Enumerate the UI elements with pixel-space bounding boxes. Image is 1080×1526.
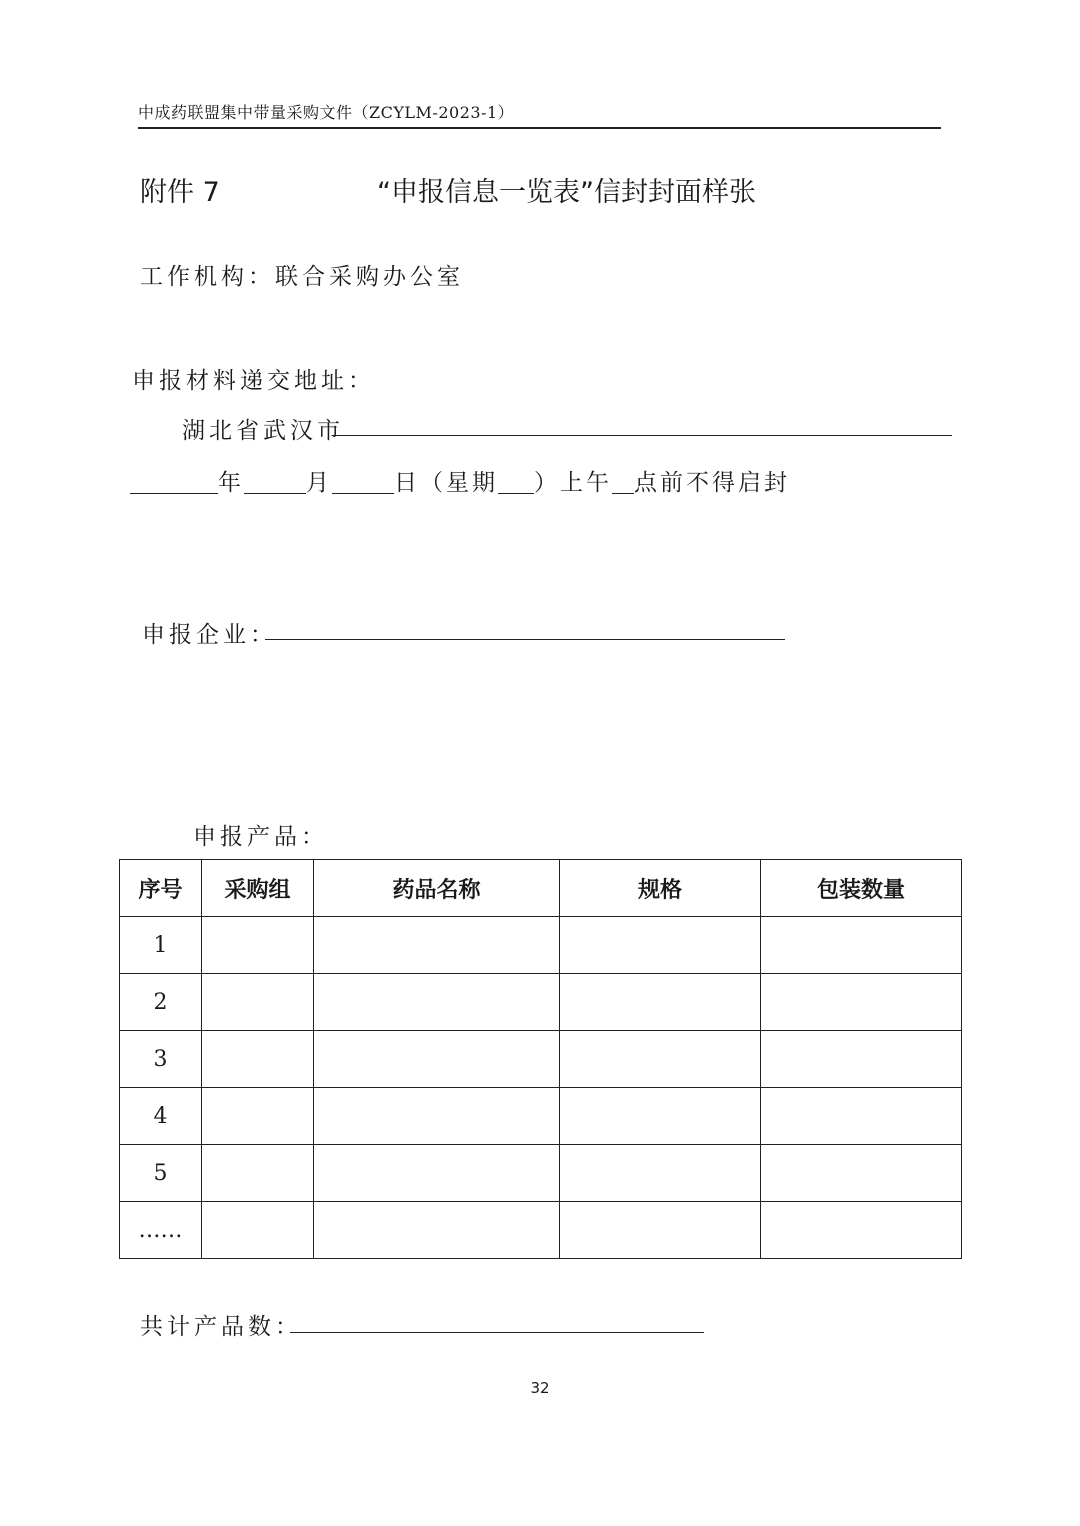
seal-notice: 点前不得启封 — [634, 470, 790, 496]
address-blank-line[interactable] — [332, 435, 952, 436]
cell-group[interactable] — [202, 974, 314, 1031]
cell-pack-qty[interactable] — [761, 974, 962, 1031]
row-index: …… — [120, 1202, 202, 1259]
deadline-line — [130, 464, 790, 497]
cell-group[interactable] — [202, 1202, 314, 1259]
table-row — [120, 917, 962, 974]
products-label: 申报产品： — [193, 824, 328, 850]
year-blank[interactable] — [130, 471, 218, 494]
cell-group[interactable] — [202, 1088, 314, 1145]
address-city: 湖北省武汉市 — [182, 418, 344, 444]
table-row — [120, 974, 962, 1031]
products-table — [119, 859, 962, 1259]
header-divider — [138, 127, 941, 129]
agency-line: 工作机构：联合采购办公室 — [140, 264, 464, 290]
cell-spec[interactable] — [560, 974, 761, 1031]
cell-spec[interactable] — [560, 917, 761, 974]
attachment-label: 附件 7 — [140, 177, 220, 208]
row-index: 4 — [120, 1088, 202, 1145]
year-label: 年 — [218, 470, 244, 496]
cell-pack-qty[interactable] — [761, 1202, 962, 1259]
cell-drug-name[interactable] — [314, 1202, 560, 1259]
page-number: 32 — [530, 1379, 550, 1397]
weekday-blank[interactable] — [498, 471, 534, 494]
cell-spec[interactable] — [560, 1145, 761, 1202]
row-index: 2 — [120, 974, 202, 1031]
cell-drug-name[interactable] — [314, 1031, 560, 1088]
col-header-pack-qty: 包装数量 — [761, 860, 962, 917]
month-blank[interactable] — [244, 471, 306, 494]
cell-spec[interactable] — [560, 1088, 761, 1145]
row-index: 3 — [120, 1031, 202, 1088]
table-row — [120, 1202, 962, 1259]
total-blank-line[interactable] — [290, 1332, 704, 1333]
cell-pack-qty[interactable] — [761, 1145, 962, 1202]
cell-pack-qty[interactable] — [761, 1088, 962, 1145]
table-row — [120, 1145, 962, 1202]
col-header-group: 采购组 — [202, 860, 314, 917]
document-header: 中成药联盟集中带量采购文件（ZCYLM-2023-1） — [138, 103, 515, 122]
col-header-drug-name: 药品名称 — [314, 860, 560, 917]
row-index: 1 — [120, 917, 202, 974]
cell-group[interactable] — [202, 1145, 314, 1202]
cell-drug-name[interactable] — [314, 1145, 560, 1202]
cell-drug-name[interactable] — [314, 974, 560, 1031]
cell-pack-qty[interactable] — [761, 917, 962, 974]
company-label: 申报企业： — [142, 622, 277, 648]
month-label: 月 — [306, 470, 332, 496]
cell-group[interactable] — [202, 917, 314, 974]
col-header-index: 序号 — [120, 860, 202, 917]
col-header-spec: 规格 — [560, 860, 761, 917]
total-label: 共计产品数： — [140, 1314, 302, 1340]
row-index: 5 — [120, 1145, 202, 1202]
cell-spec[interactable] — [560, 1202, 761, 1259]
day-blank[interactable] — [332, 471, 394, 494]
cell-group[interactable] — [202, 1031, 314, 1088]
morning-label: ）上午 — [534, 470, 612, 496]
cell-drug-name[interactable] — [314, 917, 560, 974]
cell-pack-qty[interactable] — [761, 1031, 962, 1088]
table-row — [120, 1088, 962, 1145]
hour-blank[interactable] — [612, 471, 634, 494]
table-row — [120, 1031, 962, 1088]
day-label: 日（星期 — [394, 470, 498, 496]
page-title: “申报信息一览表”信封封面样张 — [377, 177, 756, 208]
address-label: 申报材料递交地址： — [132, 368, 375, 394]
company-blank-line[interactable] — [265, 639, 785, 640]
cell-spec[interactable] — [560, 1031, 761, 1088]
cell-drug-name[interactable] — [314, 1088, 560, 1145]
table-header-row — [120, 860, 962, 917]
